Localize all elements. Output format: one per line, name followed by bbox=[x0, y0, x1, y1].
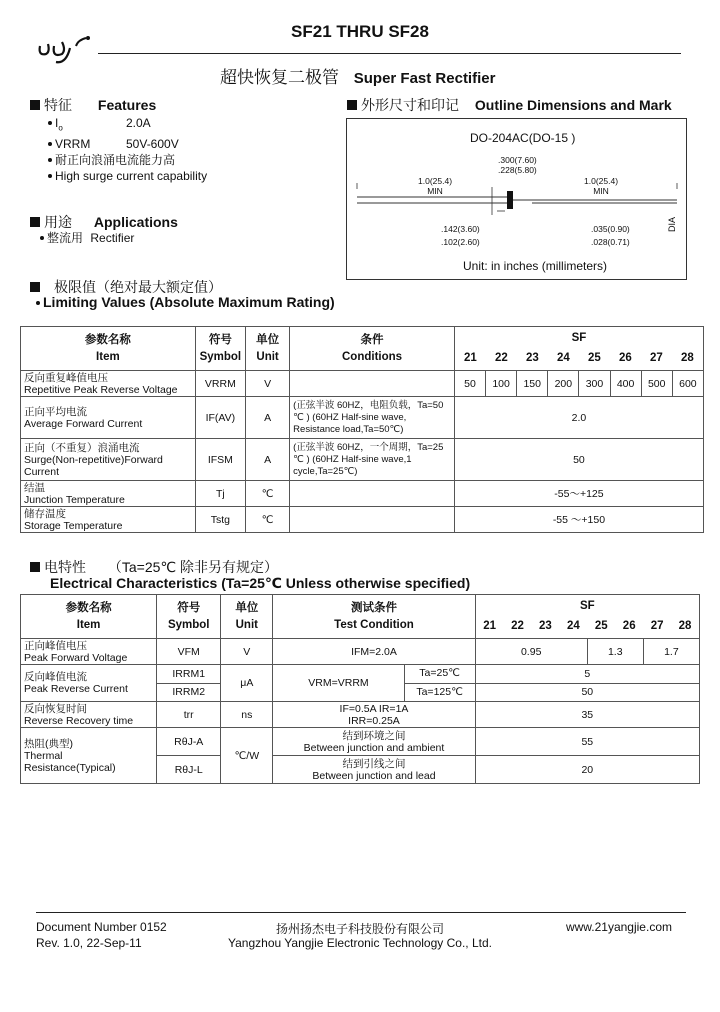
applications-heading: 用途 Applications bbox=[30, 212, 178, 232]
table-row: 热阻(典型) Thermal Resistance(Typical) RθJ-A ℃/W 结到环境之间 Between junction and ambient 55 bbox=[21, 728, 700, 756]
dim-lead-right: 1.0(25.4) MIN bbox=[584, 176, 619, 196]
bullet-square-icon bbox=[30, 282, 40, 292]
feature-vrrm: VRRM 50V-600V bbox=[48, 136, 207, 152]
header-rule bbox=[98, 53, 681, 54]
bullet-icon bbox=[48, 121, 52, 125]
table-row: 储存温度 Storage Temperature Tstg ℃ -55 ～+150 bbox=[21, 507, 704, 533]
bullet-icon bbox=[36, 301, 40, 305]
dim-lead-left: 1.0(25.4) MIN bbox=[418, 176, 453, 196]
subtitle bbox=[220, 63, 495, 88]
bullet-square-icon bbox=[30, 562, 40, 572]
dim-body-length: .300(7.60) .228(5.80) bbox=[498, 155, 537, 175]
bullet-square-icon bbox=[347, 100, 357, 110]
table-row: 反向重复峰值电压 Repetitive Peak Reverse Voltage VRRM V 50 100 150 200 300 400 500 600 bbox=[21, 371, 704, 397]
table-row: 正向平均电流 Average Forward Current IF(AV) A (正弦半波 60HZ，电阻负载，Ta=50 ℃ ) (60HZ Half-sine wave, Resistance load,Ta=50℃) 2.0 bbox=[21, 397, 704, 439]
subtitle-cn: 超快恢复二极管 bbox=[220, 68, 339, 87]
table-row: 结温 Junction Temperature Tj ℃ -55～+125 bbox=[21, 481, 704, 507]
table-header-row: 参数名称 Item 符号 Symbol 单位 Unit 测试条件 Test Condition SF 21 22 23 24 25 26 27 28 bbox=[21, 595, 700, 639]
company-name-cn: 扬州扬杰电子科技股份有限公司 bbox=[275, 922, 444, 936]
dim-body-dia: .142(3.60) .102(2.60) bbox=[441, 224, 480, 247]
table-row: 反向恢复时间 Reverse Recovery time trr ns IF=0.5A IR=1A IRR=0.25A 35 bbox=[21, 702, 700, 728]
table-row: 反向峰值电流 Peak Reverse Current IRRM1 μA VRM=VRRM Ta=25℃ Ta=125℃ 5 bbox=[21, 665, 700, 684]
page-title: SF21 THRU SF28 bbox=[291, 22, 429, 41]
application-item: 整流用 Rectifier bbox=[40, 230, 134, 246]
outline-heading: 外形尺寸和印记 Outline Dimensions and Mark bbox=[347, 95, 672, 115]
footer-rule bbox=[36, 912, 686, 913]
unit-note: Unit: in inches (millimeters) bbox=[463, 259, 608, 273]
bullet-icon bbox=[48, 142, 52, 146]
feature-io: $I_o$ 2.0A bbox=[48, 115, 207, 136]
diode-outline-diagram bbox=[347, 119, 686, 259]
bullet-square-icon bbox=[30, 217, 40, 227]
document-number: Document Number 0152 bbox=[36, 920, 167, 934]
company-name-en: Yangzhou Yangjie Electronic Technology Co., Ltd. bbox=[228, 936, 492, 950]
features-list bbox=[48, 115, 207, 184]
subtitle-en: Super Fast Rectifier bbox=[353, 70, 496, 87]
electrical-heading-cn: 电特性 （Ta=25℃ 除非另有规定） bbox=[30, 557, 278, 577]
revision: Rev. 1.0, 22-Sep-11 bbox=[36, 936, 142, 950]
table-row: 正向（不重复）浪涌电流 Surge(Non-repetitive)Forward Current IFSM A (正弦半波 60HZ，一个周期，Ta=25 ℃ ) (60HZ Half-sine wave,1 cycle,Ta=25℃) 50 bbox=[21, 439, 704, 481]
bullet-icon bbox=[48, 158, 52, 162]
limiting-heading-cn: 极限值（绝对最大额定值） bbox=[30, 277, 222, 297]
table-row: IRRM2 50 bbox=[21, 683, 700, 702]
limiting-values-table bbox=[20, 326, 704, 533]
package-name: DO-204AC(DO-15 ) bbox=[470, 131, 576, 145]
limiting-heading-en: Limiting Values (Absolute Maximum Rating) bbox=[36, 294, 335, 310]
website-link[interactable]: www.21yangjie.com bbox=[565, 920, 672, 934]
table-row: 正向峰值电压 Peak Forward Voltage VFM V IFM=2.0A 0.95 1.3 1.7 bbox=[21, 639, 700, 665]
company-logo bbox=[36, 34, 98, 64]
table-row: RθJ-L 结到引线之间 Between junction and lead 20 bbox=[21, 756, 700, 784]
electrical-characteristics-table bbox=[20, 594, 700, 784]
bullet-square-icon bbox=[30, 100, 40, 110]
table-header-row: 参数名称 Item 符号 Symbol 单位 Unit 条件 Conditions SF 21 22 23 24 25 26 27 28 bbox=[21, 327, 704, 371]
feature-surge-cn: 耐正向浪涌电流能力高 bbox=[48, 152, 207, 168]
dia-label: DIA bbox=[667, 216, 677, 232]
electrical-heading-en: Electrical Characteristics (Ta=25℃ Unless otherwise specified) bbox=[50, 575, 471, 591]
bullet-icon bbox=[40, 236, 44, 240]
bullet-icon bbox=[48, 174, 52, 178]
dim-lead-dia: .035(0.90) .028(0.71) bbox=[591, 224, 630, 247]
feature-surge-en: High surge current capability bbox=[48, 168, 207, 184]
features-heading: 特征 Features bbox=[30, 95, 156, 115]
